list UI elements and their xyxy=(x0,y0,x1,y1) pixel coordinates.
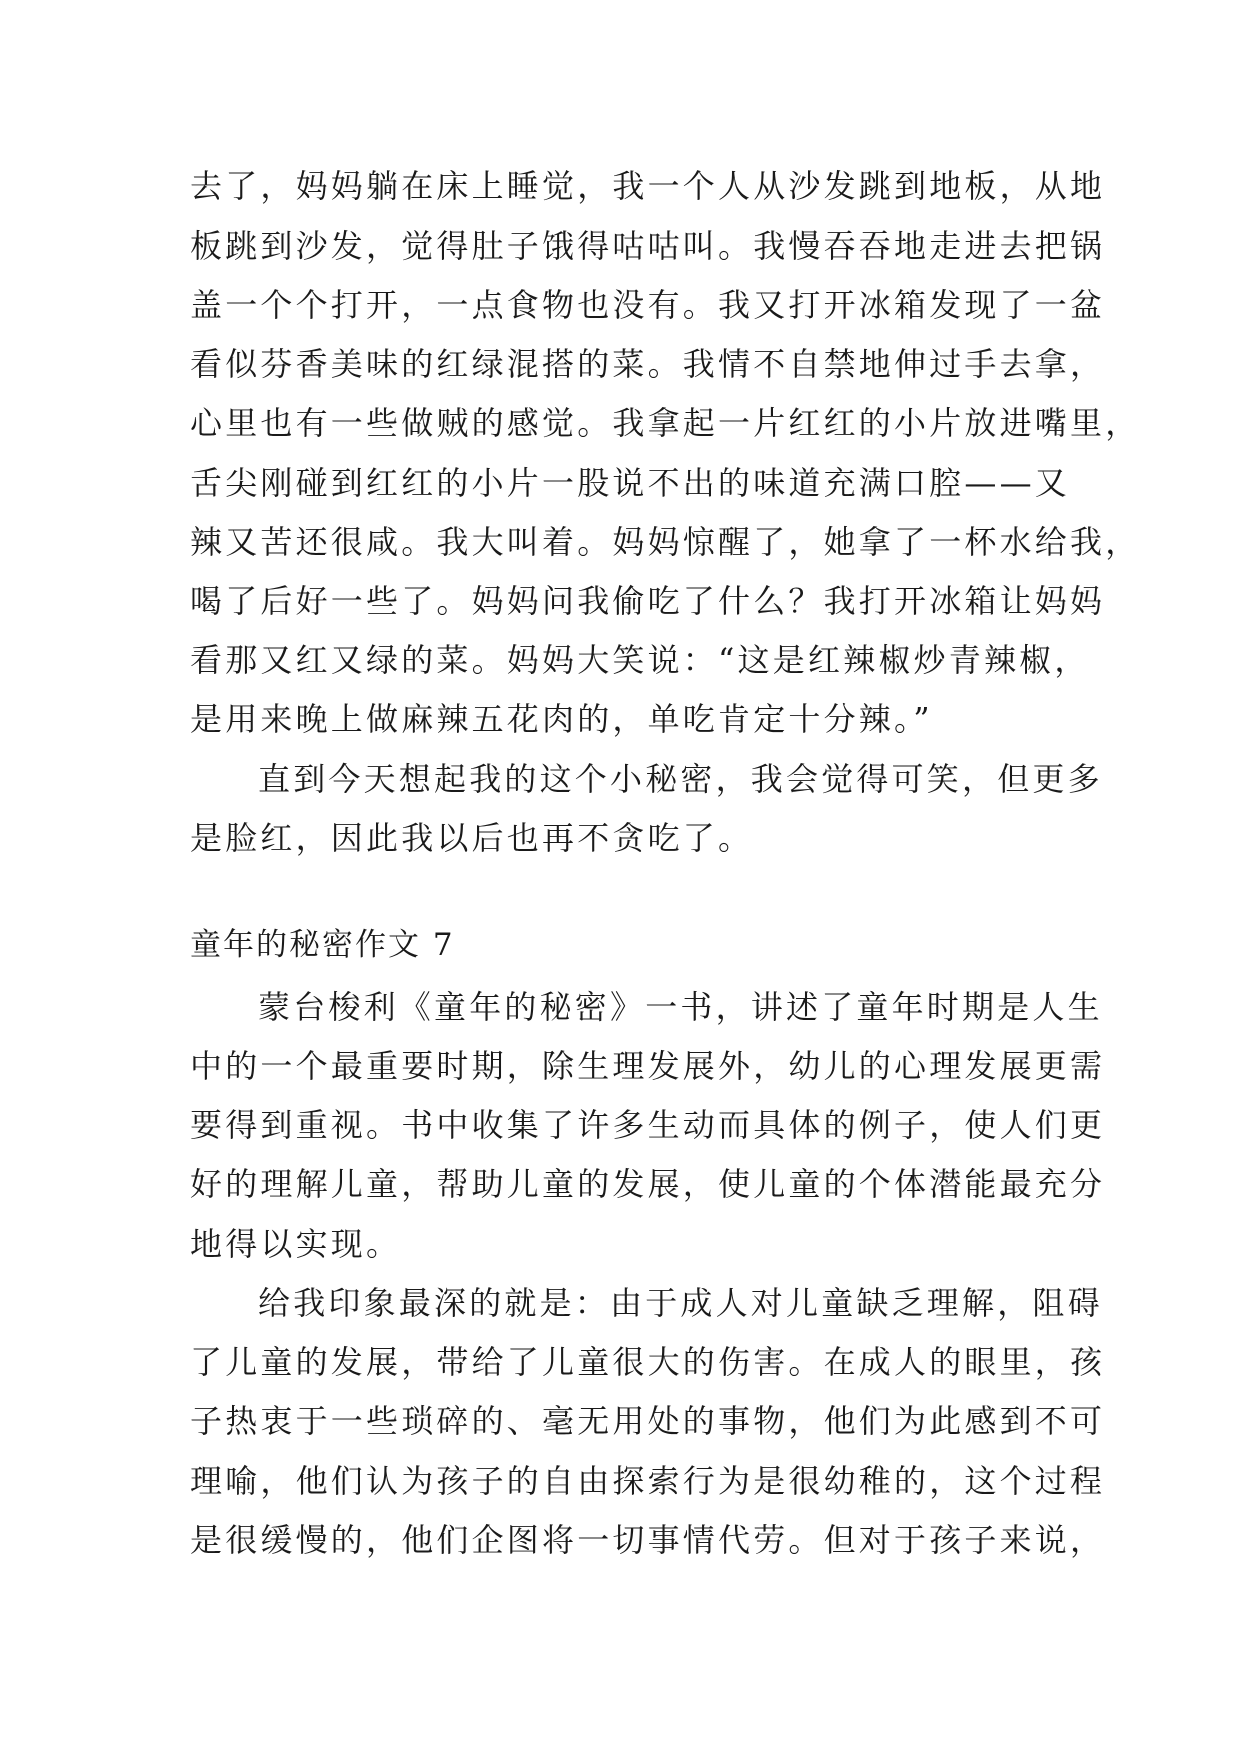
paragraph-line: 看似芬香美味的红绿混搭的菜。我情不自禁地伸过手去拿， xyxy=(190,345,1106,383)
paragraph-line: 去了，妈妈躺在床上睡觉，我一个人从沙发跳到地板，从地 xyxy=(190,167,1106,205)
paragraph-line: 是很缓慢的，他们企图将一切事情代劳。但对于孩子来说， xyxy=(190,1521,1106,1559)
paragraph-line: 要得到重视。书中收集了许多生动而具体的例子，使人们更 xyxy=(190,1106,1106,1144)
paragraph-line: 给我印象最深的就是：由于成人对儿童缺乏理解，阻碍 xyxy=(258,1284,1103,1322)
paragraph-line: 了儿童的发展，带给了儿童很大的伤害。在成人的眼里，孩 xyxy=(190,1343,1106,1381)
paragraph-line: 子热衷于一些琐碎的、毫无用处的事物，他们为此感到不可 xyxy=(190,1402,1106,1440)
paragraph-line: 好的理解儿童，帮助儿童的发展，使儿童的个体潜能最充分 xyxy=(190,1165,1106,1203)
paragraph-line: 看那又红又绿的菜。妈妈大笑说：“这是红辣椒炒青辣椒， xyxy=(190,641,1090,679)
paragraph-line: 是脸红，因此我以后也再不贪吃了。 xyxy=(190,819,754,857)
section-title: 童年的秘密作文 7 xyxy=(190,927,455,963)
paragraph-line: 盖一个个打开，一点食物也没有。我又打开冰箱发现了一盆 xyxy=(190,286,1106,324)
paragraph-line: 心里也有一些做贼的感觉。我拿起一片红红的小片放进嘴里， xyxy=(190,404,1141,442)
paragraph-line: 辣又苦还很咸。我大叫着。妈妈惊醒了，她拿了一杯水给我， xyxy=(190,523,1141,561)
paragraph-line: 直到今天想起我的这个小秘密，我会觉得可笑，但更多 xyxy=(258,760,1103,798)
paragraph-line: 中的一个最重要时期，除生理发展外，幼儿的心理发展更需 xyxy=(190,1047,1106,1085)
paragraph-line: 蒙台梭利《童年的秘密》一书，讲述了童年时期是人生 xyxy=(258,988,1103,1026)
paragraph-line: 是用来晚上做麻辣五花肉的，单吃肯定十分辣。” xyxy=(190,700,933,738)
paragraph-line: 板跳到沙发，觉得肚子饿得咕咕叫。我慢吞吞地走进去把锅 xyxy=(190,227,1106,265)
paragraph-line: 理喻，他们认为孩子的自由探索行为是很幼稚的，这个过程 xyxy=(190,1462,1106,1500)
paragraph-line: 舌尖刚碰到红红的小片一股说不出的味道充满口腔——又 xyxy=(190,464,1071,502)
paragraph-line: 喝了后好一些了。妈妈问我偷吃了什么？我打开冰箱让妈妈 xyxy=(190,582,1106,620)
paragraph-line: 地得以实现。 xyxy=(190,1225,402,1263)
